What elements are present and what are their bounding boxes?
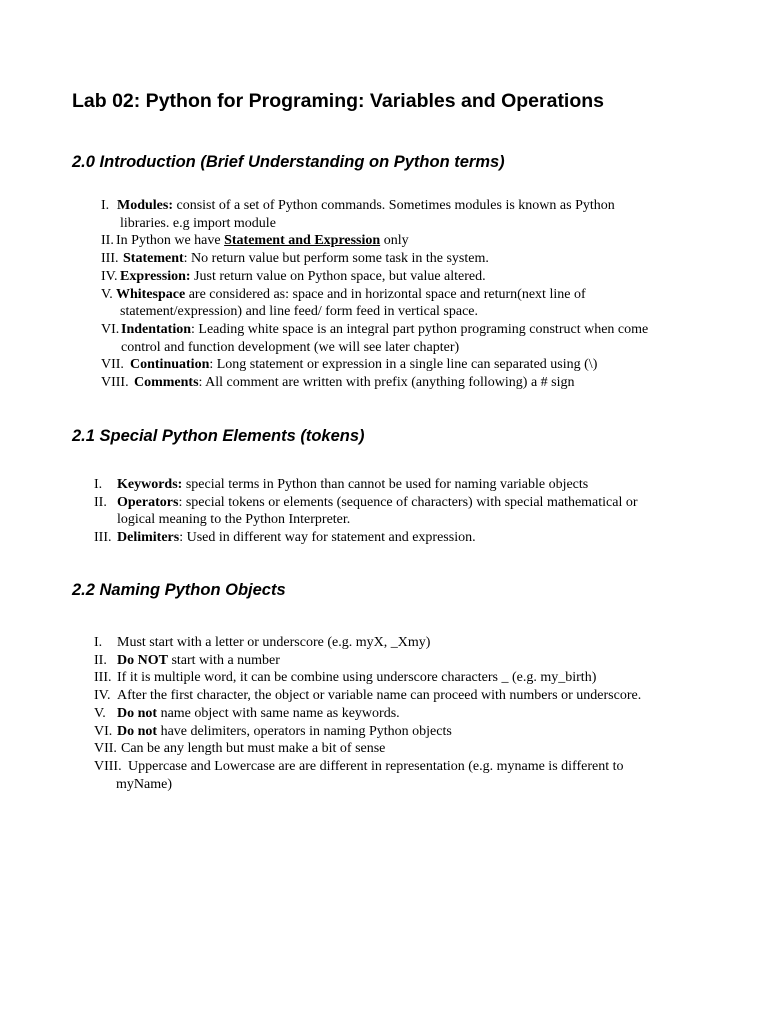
page-title: Lab 02: Python for Programing: Variables and Operations bbox=[72, 90, 605, 112]
list-number: IV. bbox=[101, 268, 118, 284]
term-statement: Statement bbox=[123, 251, 184, 267]
list-number: III. bbox=[94, 670, 112, 686]
list-item: I. Modules: consist of a set of Python commands. Sometimes modules is known as Python libraries. e.g import module bbox=[101, 198, 615, 231]
list-item: II. Do NOT start with a number bbox=[94, 652, 280, 668]
list-item: VII. Can be any length but must make a bit of sense bbox=[94, 741, 386, 757]
term-expression: Expression: bbox=[120, 268, 191, 284]
list-number: I. bbox=[94, 635, 103, 650]
list-item: V. Do not name object with same name as keywords. bbox=[94, 705, 400, 721]
list-number: VIII. bbox=[94, 758, 122, 774]
list-item: III. Delimiters: Used in different way for statement and expression. bbox=[94, 530, 476, 546]
list-item: I. Must start with a letter or underscore (e.g. myX, _Xmy) bbox=[94, 635, 431, 650]
term-delimiters: Delimiters bbox=[117, 530, 180, 546]
list-item: VIII. Uppercase and Lowercase are are different in representation (e.g. myname is different to myName) bbox=[94, 758, 624, 792]
list-number: V. bbox=[94, 705, 106, 721]
list-item: IV. Expression: Just return value on Python space, but value altered. bbox=[101, 268, 486, 284]
list-item: VI. Do not have delimiters, operators in naming Python objects bbox=[94, 723, 452, 739]
naming-list bbox=[0, 634, 641, 793]
term-continuation: Continuation bbox=[130, 357, 210, 373]
term-operators: Operators bbox=[117, 494, 179, 510]
tokens-list bbox=[0, 476, 638, 547]
term-do-not: Do NOT bbox=[117, 652, 168, 668]
list-item: IV. After the first character, the object or variable name can proceed with numbers or underscore. bbox=[94, 688, 642, 704]
term-keywords: Keywords: bbox=[117, 477, 183, 492]
list-number: I. bbox=[101, 198, 110, 213]
list-number: VI. bbox=[101, 321, 120, 337]
list-number: I. bbox=[94, 477, 103, 492]
list-number: V. bbox=[101, 286, 113, 302]
section-heading-tokens: 2.1 Special Python Elements (tokens) bbox=[72, 427, 365, 445]
list-item: II. Operators: special tokens or elements (sequence of characters) with special mathematical or logical meaning to the Python Interpreter. bbox=[94, 494, 638, 528]
list-number: III. bbox=[101, 251, 119, 267]
list-number: II. bbox=[101, 233, 114, 249]
section-heading-introduction: 2.0 Introduction (Brief Understanding on Python terms) bbox=[72, 153, 505, 171]
term-indentation: Indentation bbox=[121, 321, 192, 337]
list-item: II. In Python we have Statement and Expression only bbox=[101, 233, 409, 249]
list-number: VII. bbox=[94, 741, 117, 757]
term-modules: Modules: bbox=[117, 198, 173, 213]
term-statement-and-expression: Statement and Expression bbox=[224, 233, 381, 249]
list-item: VI. Indentation: Leading white space is an integral part python programing construct when come control and function development (we will see later chapter) bbox=[101, 321, 649, 355]
introduction-list bbox=[0, 197, 648, 392]
list-item: VIII. Comments: All comment are written with prefix (anything following) a # sign bbox=[101, 375, 575, 391]
term-do-not: Do not bbox=[117, 723, 158, 739]
list-item: III. Statement: No return value but perform some task in the system. bbox=[101, 251, 489, 267]
list-item: VII. Continuation: Long statement or expression in a single line can separated using (\) bbox=[101, 357, 598, 373]
list-number: III. bbox=[94, 530, 112, 546]
list-number: VII. bbox=[101, 357, 124, 373]
term-comments: Comments bbox=[134, 375, 199, 391]
list-number: VI. bbox=[94, 723, 113, 739]
section-heading-naming: 2.2 Naming Python Objects bbox=[72, 581, 286, 599]
list-item: I. Keywords: special terms in Python than cannot be used for naming variable objects bbox=[94, 477, 589, 492]
list-item: III. If it is multiple word, it can be combine using underscore characters _ (e.g. my_birth) bbox=[94, 670, 597, 686]
term-whitespace: Whitespace bbox=[116, 286, 186, 302]
list-number: VIII. bbox=[101, 375, 129, 391]
term-do-not: Do not bbox=[117, 705, 158, 721]
list-number: IV. bbox=[94, 688, 111, 704]
list-number: II. bbox=[94, 652, 107, 668]
list-number: II. bbox=[94, 494, 107, 510]
list-item: V. Whitespace are considered as: space and in horizontal space and return(next line of statement/expression) and line feed/ form feed in vertical space. bbox=[101, 286, 586, 320]
